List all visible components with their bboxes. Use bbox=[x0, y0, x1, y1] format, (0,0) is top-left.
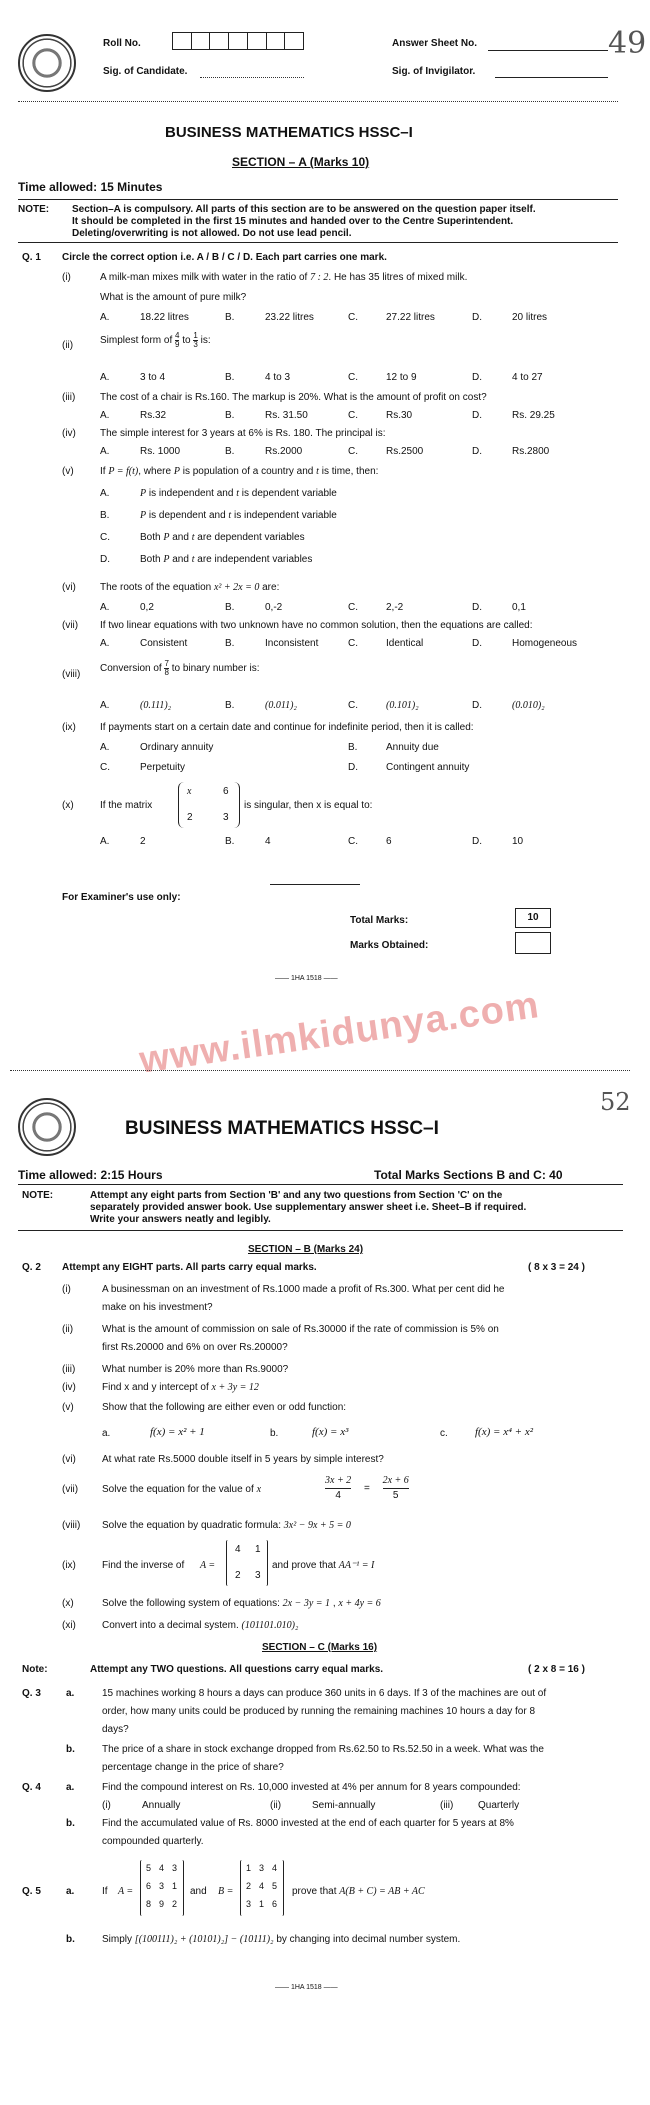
sig-invigilator-line[interactable] bbox=[495, 77, 608, 78]
option[interactable]: 0,2 bbox=[140, 602, 154, 613]
part-iii-text: What number is 20% more than Rs.9000? bbox=[102, 1364, 289, 1375]
option-letter: D. bbox=[348, 762, 358, 773]
q4b-text: Find the accumulated value of Rs. 8000 invested at the end of each quarter for 5 years at 8% bbox=[102, 1818, 514, 1829]
q4a-opt: Semi-annually bbox=[312, 1800, 376, 1811]
option[interactable]: Contingent annuity bbox=[386, 762, 470, 773]
option-letter: C. bbox=[100, 762, 110, 773]
option-letter: A. bbox=[100, 836, 110, 847]
option[interactable]: 12 to 9 bbox=[386, 372, 417, 383]
roll-no-boxes[interactable] bbox=[172, 32, 304, 50]
board-logo bbox=[18, 34, 76, 92]
part-vii-num: (vii) bbox=[62, 1484, 79, 1495]
part-i-num: (i) bbox=[62, 1284, 71, 1295]
option[interactable]: Rs.2000 bbox=[265, 446, 303, 457]
option-letter: A. bbox=[100, 372, 110, 383]
section-c-title: SECTION – C (Marks 16) bbox=[262, 1642, 378, 1653]
option-letter: D. bbox=[472, 312, 482, 323]
note-label: NOTE: bbox=[18, 204, 50, 215]
q2-text: Attempt any EIGHT parts. All parts carry equal marks. bbox=[62, 1262, 317, 1273]
note-line-2: separately provided answer book. Use supplementary answer sheet i.e. Sheet–B if required. bbox=[90, 1202, 527, 1213]
part-xi-text: Convert into a decimal system. (101101.010)₂ bbox=[102, 1620, 299, 1631]
q-iii-num: (iii) bbox=[62, 392, 76, 403]
option-letter: C. bbox=[348, 836, 358, 847]
note-line-2: It should be completed in the first 15 minutes and handed over to the Centre Superintendent. bbox=[72, 216, 514, 227]
option[interactable]: 3 to 4 bbox=[140, 372, 166, 383]
part-i-text-2: make on his investment? bbox=[102, 1302, 213, 1313]
q4a-opt: (ii) bbox=[270, 1800, 282, 1811]
part-ix-text-2: and prove that AA⁻¹ = I bbox=[272, 1560, 375, 1571]
matrix-cell: 4 bbox=[159, 1863, 165, 1873]
part-ii-text: What is the amount of commission on sale of Rs.30000 if the rate of commission is 5% on bbox=[102, 1324, 499, 1335]
q4b-label: b. bbox=[66, 1818, 75, 1829]
q5a-b: B = bbox=[218, 1886, 234, 1897]
part-ix-num: (ix) bbox=[62, 1560, 76, 1571]
matrix-cell: 3 bbox=[259, 1863, 265, 1873]
matrix-cell: 2 bbox=[235, 1570, 241, 1581]
part-iii-num: (iii) bbox=[62, 1364, 76, 1375]
answer-sheet-label: Answer Sheet No. bbox=[392, 38, 478, 49]
q-ii-num: (ii) bbox=[62, 340, 74, 351]
time-allowed: Time allowed: 15 Minutes bbox=[18, 180, 163, 194]
option-letter: C. bbox=[348, 410, 358, 421]
matrix-cell: x bbox=[187, 786, 192, 797]
option-letter: A. bbox=[100, 312, 110, 323]
matrix-cell: 6 bbox=[223, 786, 229, 797]
option-letter: D. bbox=[472, 410, 482, 421]
part-v-fa: f(x) = x² + 1 bbox=[150, 1426, 205, 1438]
q3b-text-2: percentage change in the price of share? bbox=[102, 1762, 284, 1773]
option[interactable]: Consistent bbox=[140, 638, 188, 649]
option-letter: B. bbox=[348, 742, 358, 753]
option-letter: C. bbox=[348, 312, 358, 323]
option-letter: D. bbox=[472, 372, 482, 383]
roll-no-label: Roll No. bbox=[103, 38, 141, 49]
option[interactable]: 20 litres bbox=[512, 312, 548, 323]
option[interactable]: P is independent and t is dependent variable bbox=[140, 488, 337, 499]
note2-marks: ( 2 x 8 = 16 ) bbox=[528, 1664, 585, 1675]
q4a-label: a. bbox=[66, 1782, 75, 1793]
part-vi-num: (vi) bbox=[62, 1454, 76, 1465]
q-iv-num: (iv) bbox=[62, 428, 76, 439]
q5-label: Q. 5 bbox=[22, 1886, 41, 1897]
q5b-text: Simply [(100111)₂ + (10101)₂] − (10111)₂ by changing into decimal number system. bbox=[102, 1934, 461, 1945]
q-ix-num: (ix) bbox=[62, 722, 76, 733]
option-letter: B. bbox=[225, 700, 235, 711]
q-i-text-2: What is the amount of pure milk? bbox=[100, 292, 247, 303]
part-vii-equation: $\frac{3x + 2}{4}$ = $\frac{2x + 6}{5}$ bbox=[325, 1475, 409, 1501]
q-i-text: A milk-man mixes milk with water in the ratio of 7 : 2. He has 35 litres of mixed milk. bbox=[100, 272, 468, 283]
option-letter: D. bbox=[472, 446, 482, 457]
matrix-cell: 1 bbox=[255, 1544, 261, 1555]
q-vii-text: If two linear equations with two unknown have no common solution, then the equations are called: bbox=[100, 620, 533, 631]
option-letter: B. bbox=[225, 638, 235, 649]
handwritten-mark: 52 bbox=[600, 1088, 631, 1116]
part-v-text: Show that the following are either even or odd function: bbox=[102, 1402, 347, 1413]
part-viii-num: (viii) bbox=[62, 1520, 81, 1531]
q-v-text: If P = f(t), where P is population of a country and t is time, then: bbox=[100, 466, 379, 477]
q4a-opt: Annually bbox=[142, 1800, 181, 1811]
option-letter: A. bbox=[100, 446, 110, 457]
option[interactable]: 4 to 3 bbox=[265, 372, 291, 383]
option[interactable]: Rs.2500 bbox=[386, 446, 424, 457]
q5a-and: and bbox=[190, 1886, 207, 1897]
footer-code: —— 1HA 1518 —— bbox=[275, 1984, 338, 1991]
q3-label: Q. 3 bbox=[22, 1688, 41, 1699]
option-letter: A. bbox=[100, 602, 110, 613]
part-x-text: Solve the following system of equations: 2x − 3y = 1 , x + 4y = 6 bbox=[102, 1598, 381, 1609]
option[interactable]: 2,-2 bbox=[386, 602, 404, 613]
q4a-text: Find the compound interest on Rs. 10,000 invested at 4% per annum for 8 years compounded: bbox=[102, 1782, 521, 1793]
q3a-label: a. bbox=[66, 1688, 75, 1699]
divider bbox=[18, 242, 618, 243]
option[interactable]: Rs.2800 bbox=[512, 446, 550, 457]
q5a-a: A = bbox=[118, 1886, 134, 1897]
matrix-a bbox=[140, 1860, 184, 1916]
option-letter: C. bbox=[348, 700, 358, 711]
option-letter: C. bbox=[348, 446, 358, 457]
option-letter: A. bbox=[100, 742, 110, 753]
matrix-cell: 5 bbox=[272, 1881, 278, 1891]
part-iv-text: Find x and y intercept of x + 3y = 12 bbox=[102, 1382, 259, 1393]
option[interactable]: Both P and t are dependent variables bbox=[140, 532, 305, 543]
matrix-cell: 4 bbox=[272, 1863, 278, 1873]
option[interactable]: (0.010)₂ bbox=[512, 700, 545, 711]
option[interactable]: 2 bbox=[140, 836, 146, 847]
option-letter: B. bbox=[225, 446, 235, 457]
option-letter: D. bbox=[100, 554, 110, 565]
sig-candidate-line[interactable] bbox=[200, 77, 304, 78]
option[interactable]: 10 bbox=[512, 836, 524, 847]
q-viii-text: Conversion of $\frac{7}{8}$ to binary number is: bbox=[100, 659, 260, 677]
option[interactable]: 27.22 litres bbox=[386, 312, 435, 323]
answer-sheet-line[interactable] bbox=[488, 50, 608, 51]
part-v-b: b. bbox=[270, 1428, 279, 1439]
option[interactable]: Rs. 29.25 bbox=[512, 410, 555, 421]
divider bbox=[18, 1184, 623, 1185]
matrix-cell: 2 bbox=[172, 1899, 178, 1909]
option[interactable]: Rs.32 bbox=[140, 410, 167, 421]
part-v-c: c. bbox=[440, 1428, 448, 1439]
option[interactable]: 6 bbox=[386, 836, 392, 847]
matrix-cell: 4 bbox=[259, 1881, 265, 1891]
note-line-3: Write your answers neatly and legibly. bbox=[90, 1214, 271, 1225]
examiner-divider bbox=[270, 884, 360, 885]
handwritten-mark: 49 bbox=[608, 26, 647, 61]
watermark: www.ilmkidunya.com bbox=[136, 984, 542, 1082]
q-viii-num: (viii) bbox=[62, 669, 81, 680]
q2-label: Q. 2 bbox=[22, 1262, 41, 1273]
part-vi-text: At what rate Rs.5000 double itself in 5 years by simple interest? bbox=[102, 1454, 384, 1465]
part-ii-num: (ii) bbox=[62, 1324, 74, 1335]
option[interactable]: Inconsistent bbox=[265, 638, 319, 649]
part-x-num: (x) bbox=[62, 1598, 74, 1609]
part-viii-text: Solve the equation by quadratic formula: 3x² − 9x + 5 = 0 bbox=[102, 1520, 351, 1531]
option[interactable]: Ordinary annuity bbox=[140, 742, 214, 753]
q5a-label: a. bbox=[66, 1886, 75, 1897]
option[interactable]: Rs.30 bbox=[386, 410, 413, 421]
q3a-text: 15 machines working 8 hours a days can produce 360 units in 6 days. If 3 of the machines are out of bbox=[102, 1688, 547, 1699]
matrix-b bbox=[240, 1860, 284, 1916]
q4a-opt: Quarterly bbox=[478, 1800, 520, 1811]
section-b-title: SECTION – B (Marks 24) bbox=[248, 1244, 364, 1255]
page-title: BUSINESS MATHEMATICS HSSC–I bbox=[165, 124, 413, 141]
q1-label: Q. 1 bbox=[22, 252, 41, 263]
matrix-cell: 4 bbox=[235, 1544, 241, 1555]
part-ix-a: A = bbox=[200, 1560, 216, 1571]
option[interactable]: Identical bbox=[386, 638, 424, 649]
divider bbox=[18, 1230, 623, 1231]
matrix-cell: 3 bbox=[223, 812, 229, 823]
option[interactable]: 18.22 litres bbox=[140, 312, 189, 323]
matrix-cell: 1 bbox=[172, 1881, 178, 1891]
part-ix-text: Find the inverse of bbox=[102, 1560, 185, 1571]
q3a-text-2: order, how many units could be produced by running the remaining machines 10 hours a day for 8 bbox=[102, 1706, 536, 1717]
part-ii-text-2: first Rs.20000 and 6% on over Rs.20000? bbox=[102, 1342, 288, 1353]
q5b-label: b. bbox=[66, 1934, 75, 1945]
q4b-text-2: compounded quarterly. bbox=[102, 1836, 204, 1847]
option-letter: D. bbox=[472, 602, 482, 613]
option-letter: B. bbox=[225, 836, 235, 847]
matrix-cell: 3 bbox=[246, 1899, 252, 1909]
sig-invigilator-label: Sig. of Invigilator. bbox=[392, 66, 476, 77]
marks-obtained-label: Marks Obtained: bbox=[350, 940, 429, 951]
matrix-cell: 2 bbox=[187, 812, 193, 823]
matrix-cell: 9 bbox=[159, 1899, 165, 1909]
q-v-num: (v) bbox=[62, 466, 74, 477]
option-letter: B. bbox=[100, 510, 110, 521]
q5a-if: If bbox=[102, 1886, 108, 1897]
examiner-label: For Examiner's use only: bbox=[62, 892, 181, 903]
page-title: BUSINESS MATHEMATICS HSSC–I bbox=[125, 1118, 439, 1139]
option-letter: C. bbox=[348, 602, 358, 613]
note-line-1: Attempt any eight parts from Section 'B' and any two questions from Section 'C' on the bbox=[90, 1190, 503, 1201]
total-marks-box: 10 bbox=[515, 908, 551, 928]
option[interactable]: 23.22 litres bbox=[265, 312, 314, 323]
total-marks-label: Total Marks: bbox=[350, 915, 409, 926]
q3a-text-3: days? bbox=[102, 1724, 129, 1735]
option[interactable]: Rs. 1000 bbox=[140, 446, 181, 457]
matrix-cell: 5 bbox=[146, 1863, 152, 1873]
option-letter: B. bbox=[225, 410, 235, 421]
q-x-num: (x) bbox=[62, 800, 74, 811]
option[interactable]: Annuity due bbox=[386, 742, 439, 753]
option[interactable]: Perpetuity bbox=[140, 762, 186, 773]
option-letter: C. bbox=[348, 372, 358, 383]
q2-marks: ( 8 x 3 = 24 ) bbox=[528, 1262, 585, 1273]
option[interactable]: Homogeneous bbox=[512, 638, 578, 649]
q1-text: Circle the correct option i.e. A / B / C / D. Each part carries one mark. bbox=[62, 252, 387, 263]
matrix bbox=[226, 1540, 268, 1586]
option[interactable]: 0,-2 bbox=[265, 602, 283, 613]
option[interactable]: Rs. 31.50 bbox=[265, 410, 308, 421]
option-letter: B. bbox=[225, 312, 235, 323]
option[interactable]: P is dependent and t is independent variable bbox=[140, 510, 337, 521]
matrix-cell: 1 bbox=[259, 1899, 265, 1909]
note-line-3: Deleting/overwriting is not allowed. Do not use lead pencil. bbox=[72, 228, 352, 239]
option-letter: D. bbox=[472, 700, 482, 711]
matrix-cell: 2 bbox=[246, 1881, 252, 1891]
option-letter: C. bbox=[100, 532, 110, 543]
note-line-1: Section–A is compulsory. All parts of this section are to be answered on the question paper itself. bbox=[72, 204, 536, 215]
matrix-cell: 1 bbox=[246, 1863, 252, 1873]
option[interactable]: 4 bbox=[265, 836, 271, 847]
part-v-fb: f(x) = x³ bbox=[312, 1426, 349, 1438]
matrix-cell: 3 bbox=[172, 1863, 178, 1873]
matrix-cell: 3 bbox=[255, 1570, 261, 1581]
q-ii-text: Simplest form of $\frac{4}{9}$ to $\frac{1}{3}$ is: bbox=[100, 331, 211, 349]
option[interactable]: Both P and t are independent variables bbox=[140, 554, 313, 565]
board-logo bbox=[18, 1098, 76, 1156]
note2-text: Attempt any TWO questions. All questions carry equal marks. bbox=[90, 1664, 384, 1675]
option-letter: D. bbox=[472, 638, 482, 649]
q-x-text-2: is singular, then x is equal to: bbox=[244, 800, 373, 811]
option[interactable]: (0.101)₂ bbox=[386, 700, 419, 711]
footer-code: —— 1HA 1518 —— bbox=[275, 975, 338, 982]
option-letter: A. bbox=[100, 488, 110, 499]
matrix-cell: 6 bbox=[272, 1899, 278, 1909]
option-letter: A. bbox=[100, 700, 110, 711]
part-v-fc: f(x) = x⁴ + x² bbox=[475, 1426, 533, 1438]
part-v-a: a. bbox=[102, 1428, 111, 1439]
total-marks: Total Marks Sections B and C: 40 bbox=[374, 1168, 563, 1182]
option-letter: D. bbox=[472, 836, 482, 847]
matrix-cell: 8 bbox=[146, 1899, 152, 1909]
q4a-opt: (iii) bbox=[440, 1800, 454, 1811]
q4a-opt: (i) bbox=[102, 1800, 111, 1811]
note2-label: Note: bbox=[22, 1664, 48, 1675]
q-vi-text: The roots of the equation x² + 2x = 0 are: bbox=[100, 582, 280, 593]
option[interactable]: 0,1 bbox=[512, 602, 526, 613]
option-letter: A. bbox=[100, 638, 110, 649]
option[interactable]: (0.011)₂ bbox=[265, 700, 297, 711]
option-letter: B. bbox=[225, 372, 235, 383]
q5a-prove: prove that A(B + C) = AB + AC bbox=[292, 1886, 425, 1897]
part-iv-num: (iv) bbox=[62, 1382, 76, 1393]
option-letter: A. bbox=[100, 410, 110, 421]
divider bbox=[18, 199, 618, 200]
q-iii-text: The cost of a chair is Rs.160. The markup is 20%. What is the amount of profit on cost? bbox=[100, 392, 487, 403]
matrix bbox=[178, 782, 240, 828]
part-v-num: (v) bbox=[62, 1402, 74, 1413]
marks-obtained-box[interactable] bbox=[515, 932, 551, 954]
part-vii-text: Solve the equation for the value of x bbox=[102, 1484, 262, 1495]
q4-label: Q. 4 bbox=[22, 1782, 41, 1793]
q-vi-num: (vi) bbox=[62, 582, 76, 593]
page-divider bbox=[10, 1070, 630, 1071]
sig-candidate-label: Sig. of Candidate. bbox=[103, 66, 188, 77]
section-a-title: SECTION – A (Marks 10) bbox=[232, 155, 370, 169]
option[interactable]: (0.111)₂ bbox=[140, 700, 172, 711]
matrix-cell: 3 bbox=[159, 1881, 165, 1891]
q-iv-text: The simple interest for 3 years at 6% is Rs. 180. The principal is: bbox=[100, 428, 386, 439]
q3b-label: b. bbox=[66, 1744, 75, 1755]
option-letter: B. bbox=[225, 602, 235, 613]
option-letter: C. bbox=[348, 638, 358, 649]
note-label: NOTE: bbox=[22, 1190, 54, 1201]
q3b-text: The price of a share in stock exchange dropped from Rs.62.50 to Rs.52.50 in a week. What was the bbox=[102, 1744, 544, 1755]
q-ix-text: If payments start on a certain date and continue for indefinite period, then it is called: bbox=[100, 722, 474, 733]
q-vii-num: (vii) bbox=[62, 620, 79, 631]
option[interactable]: 4 to 27 bbox=[512, 372, 543, 383]
part-xi-num: (xi) bbox=[62, 1620, 76, 1631]
q-x-text: If the matrix bbox=[100, 800, 153, 811]
matrix-cell: 6 bbox=[146, 1881, 152, 1891]
q-i-num: (i) bbox=[62, 272, 71, 283]
time-allowed: Time allowed: 2:15 Hours bbox=[18, 1168, 163, 1182]
part-i-text: A businessman on an investment of Rs.1000 made a profit of Rs.300. What per cent did he bbox=[102, 1284, 505, 1295]
header-divider bbox=[18, 101, 618, 102]
